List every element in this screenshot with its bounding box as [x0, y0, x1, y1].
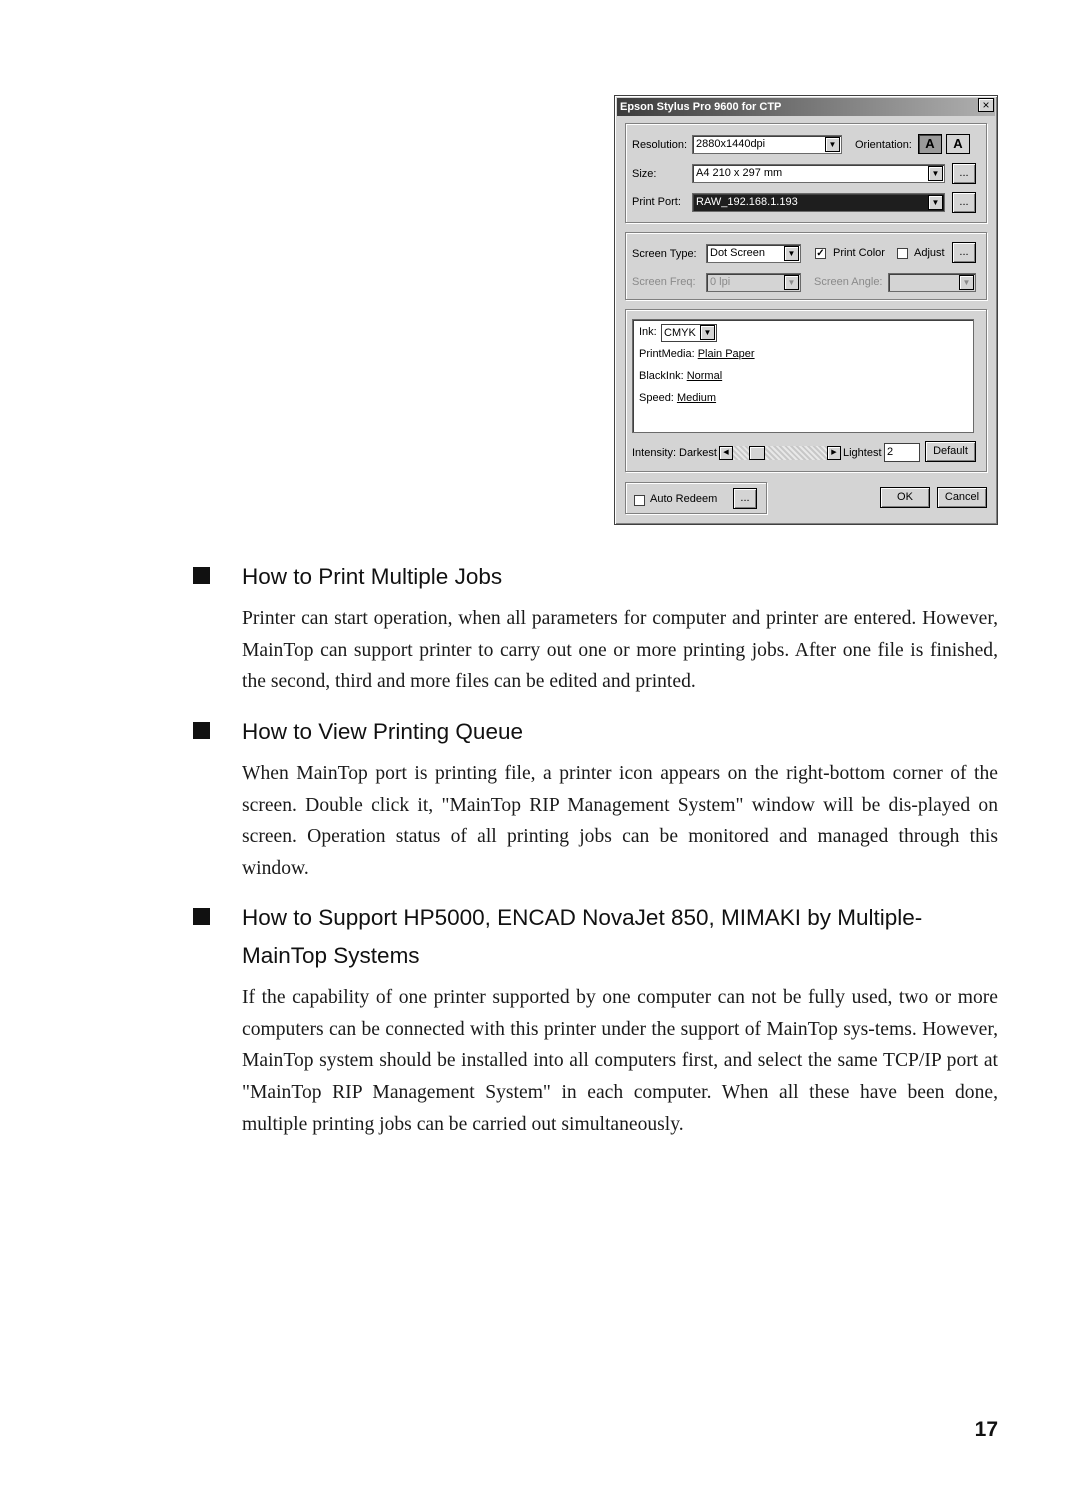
ink-select[interactable]	[661, 324, 717, 342]
print-port-value: RAW_192.168.1.193	[696, 196, 798, 208]
print-media-row[interactable]	[639, 348, 755, 360]
screen-type-select[interactable]	[706, 244, 801, 263]
adjust-checkbox[interactable]	[897, 248, 908, 259]
print-color-checkbox[interactable]: ✓	[816, 248, 825, 259]
ink-properties-list[interactable]	[632, 319, 974, 433]
adjust-more-button[interactable]: ...	[952, 242, 976, 263]
close-icon[interactable]: ×	[978, 98, 994, 112]
chevron-down-icon[interactable]: ▼	[959, 275, 974, 290]
dialog-title: Epson Stylus Pro 9600 for CTP	[617, 98, 995, 116]
speed-value[interactable]: Medium	[676, 392, 717, 404]
slider-left-arrow-icon[interactable]: ◀	[719, 446, 733, 460]
screen-type-value: Dot Screen	[710, 247, 766, 259]
size-label: Size:	[632, 168, 657, 180]
size-more-button[interactable]: ...	[952, 163, 976, 184]
printer-settings-dialog	[614, 95, 998, 525]
section-body: If the capability of one printer supported by one computer can not be fully used, two or more computers can be connected with this printer under the support of MainTop sys-tems. However, MainTop system should be installed into all computers first, and select the same TCP/IP port at "MainTop RIP Management System" in each computer. When all these have been done, multiple printing jobs can be carried out simultaneously.	[242, 987, 998, 1135]
auto-redeem-label: Auto Redeem	[650, 493, 718, 505]
chevron-down-icon[interactable]: ▼	[784, 275, 799, 290]
chevron-down-icon[interactable]: ▼	[928, 195, 943, 210]
auto-redeem-checkbox[interactable]	[634, 495, 645, 506]
black-ink-value[interactable]: Normal	[686, 370, 723, 382]
screen-type-label: Screen Type:	[632, 248, 697, 260]
page-number: 17	[974, 1418, 998, 1441]
section-heading: How to Print Multiple Jobs	[242, 564, 503, 589]
chevron-down-icon[interactable]: ▼	[784, 246, 799, 261]
chevron-down-icon[interactable]: ▼	[825, 137, 840, 152]
ink-label: Ink:	[639, 326, 657, 338]
chevron-down-icon[interactable]: ▼	[928, 166, 943, 181]
auto-redeem-more-button[interactable]: ...	[733, 488, 757, 509]
chevron-down-icon[interactable]: ▼	[700, 325, 715, 340]
screen-freq-label: Screen Freq:	[632, 276, 696, 288]
print-port-select[interactable]	[692, 193, 945, 212]
section-heading: How to Support HP5000, ENCAD NovaJet 850, MIMAKI by Multiple-MainTop Systems	[242, 905, 923, 968]
intensity-slider-track[interactable]	[733, 446, 829, 460]
section-bullet	[193, 567, 210, 584]
section-body: Printer can start operation, when all parameters for computer and printer are entered. However, MainTop can support printer to carry out one or more printing jobs. After one file is finished, the second, third and more files can be edited and printed.	[242, 608, 998, 693]
print-port-label: Print Port:	[632, 196, 681, 208]
darkest-label: Darkest	[679, 447, 717, 459]
slider-right-arrow-icon[interactable]: ▶	[827, 446, 841, 460]
black-ink-label: BlackInk:	[639, 370, 684, 382]
lightest-label: Lightest	[843, 447, 882, 459]
print-media-value[interactable]: Plain Paper	[697, 348, 755, 360]
cancel-button[interactable]: Cancel	[937, 487, 987, 508]
speed-label: Speed:	[639, 392, 674, 404]
screen-freq-value: 0 lpi	[710, 276, 731, 288]
section-bullet	[193, 908, 210, 925]
intensity-slider-thumb[interactable]	[749, 446, 765, 460]
portrait-orientation-button[interactable]: A	[918, 134, 942, 154]
print-color-label: Print Color	[833, 247, 885, 259]
speed-row[interactable]	[639, 392, 716, 404]
print-port-more-button[interactable]: ...	[952, 192, 976, 213]
print-media-label: PrintMedia:	[639, 348, 695, 360]
ink-value: CMYK	[664, 327, 696, 339]
adjust-label: Adjust	[914, 247, 945, 259]
resolution-label: Resolution:	[632, 139, 688, 151]
resolution-select[interactable]	[692, 135, 842, 154]
section-bullet	[193, 722, 210, 739]
section-body: When MainTop port is printing file, a printer icon appears on the right-bottom corner of the screen. Double click it, "MainTop RIP Management System" window will be dis-played on screen. Operation status of all printing jobs can be monitored and managed through this window.	[242, 763, 998, 880]
ok-button[interactable]: OK	[880, 487, 930, 508]
landscape-orientation-button[interactable]: A	[946, 134, 970, 154]
orientation-label: Orientation:	[855, 139, 912, 151]
screen-angle-label: Screen Angle:	[814, 276, 883, 288]
size-select[interactable]	[692, 164, 945, 183]
section-heading: How to View Printing Queue	[242, 719, 523, 744]
intensity-label: Intensity:	[632, 447, 677, 459]
screen-freq-select[interactable]	[706, 273, 801, 292]
resolution-value: 2880x1440dpi	[696, 138, 766, 150]
intensity-value-field[interactable]: 2	[884, 443, 920, 462]
black-ink-row[interactable]	[639, 370, 722, 382]
size-value: A4 210 x 297 mm	[696, 167, 783, 179]
default-button[interactable]: Default	[925, 441, 976, 462]
screen-angle-select[interactable]	[888, 273, 976, 292]
